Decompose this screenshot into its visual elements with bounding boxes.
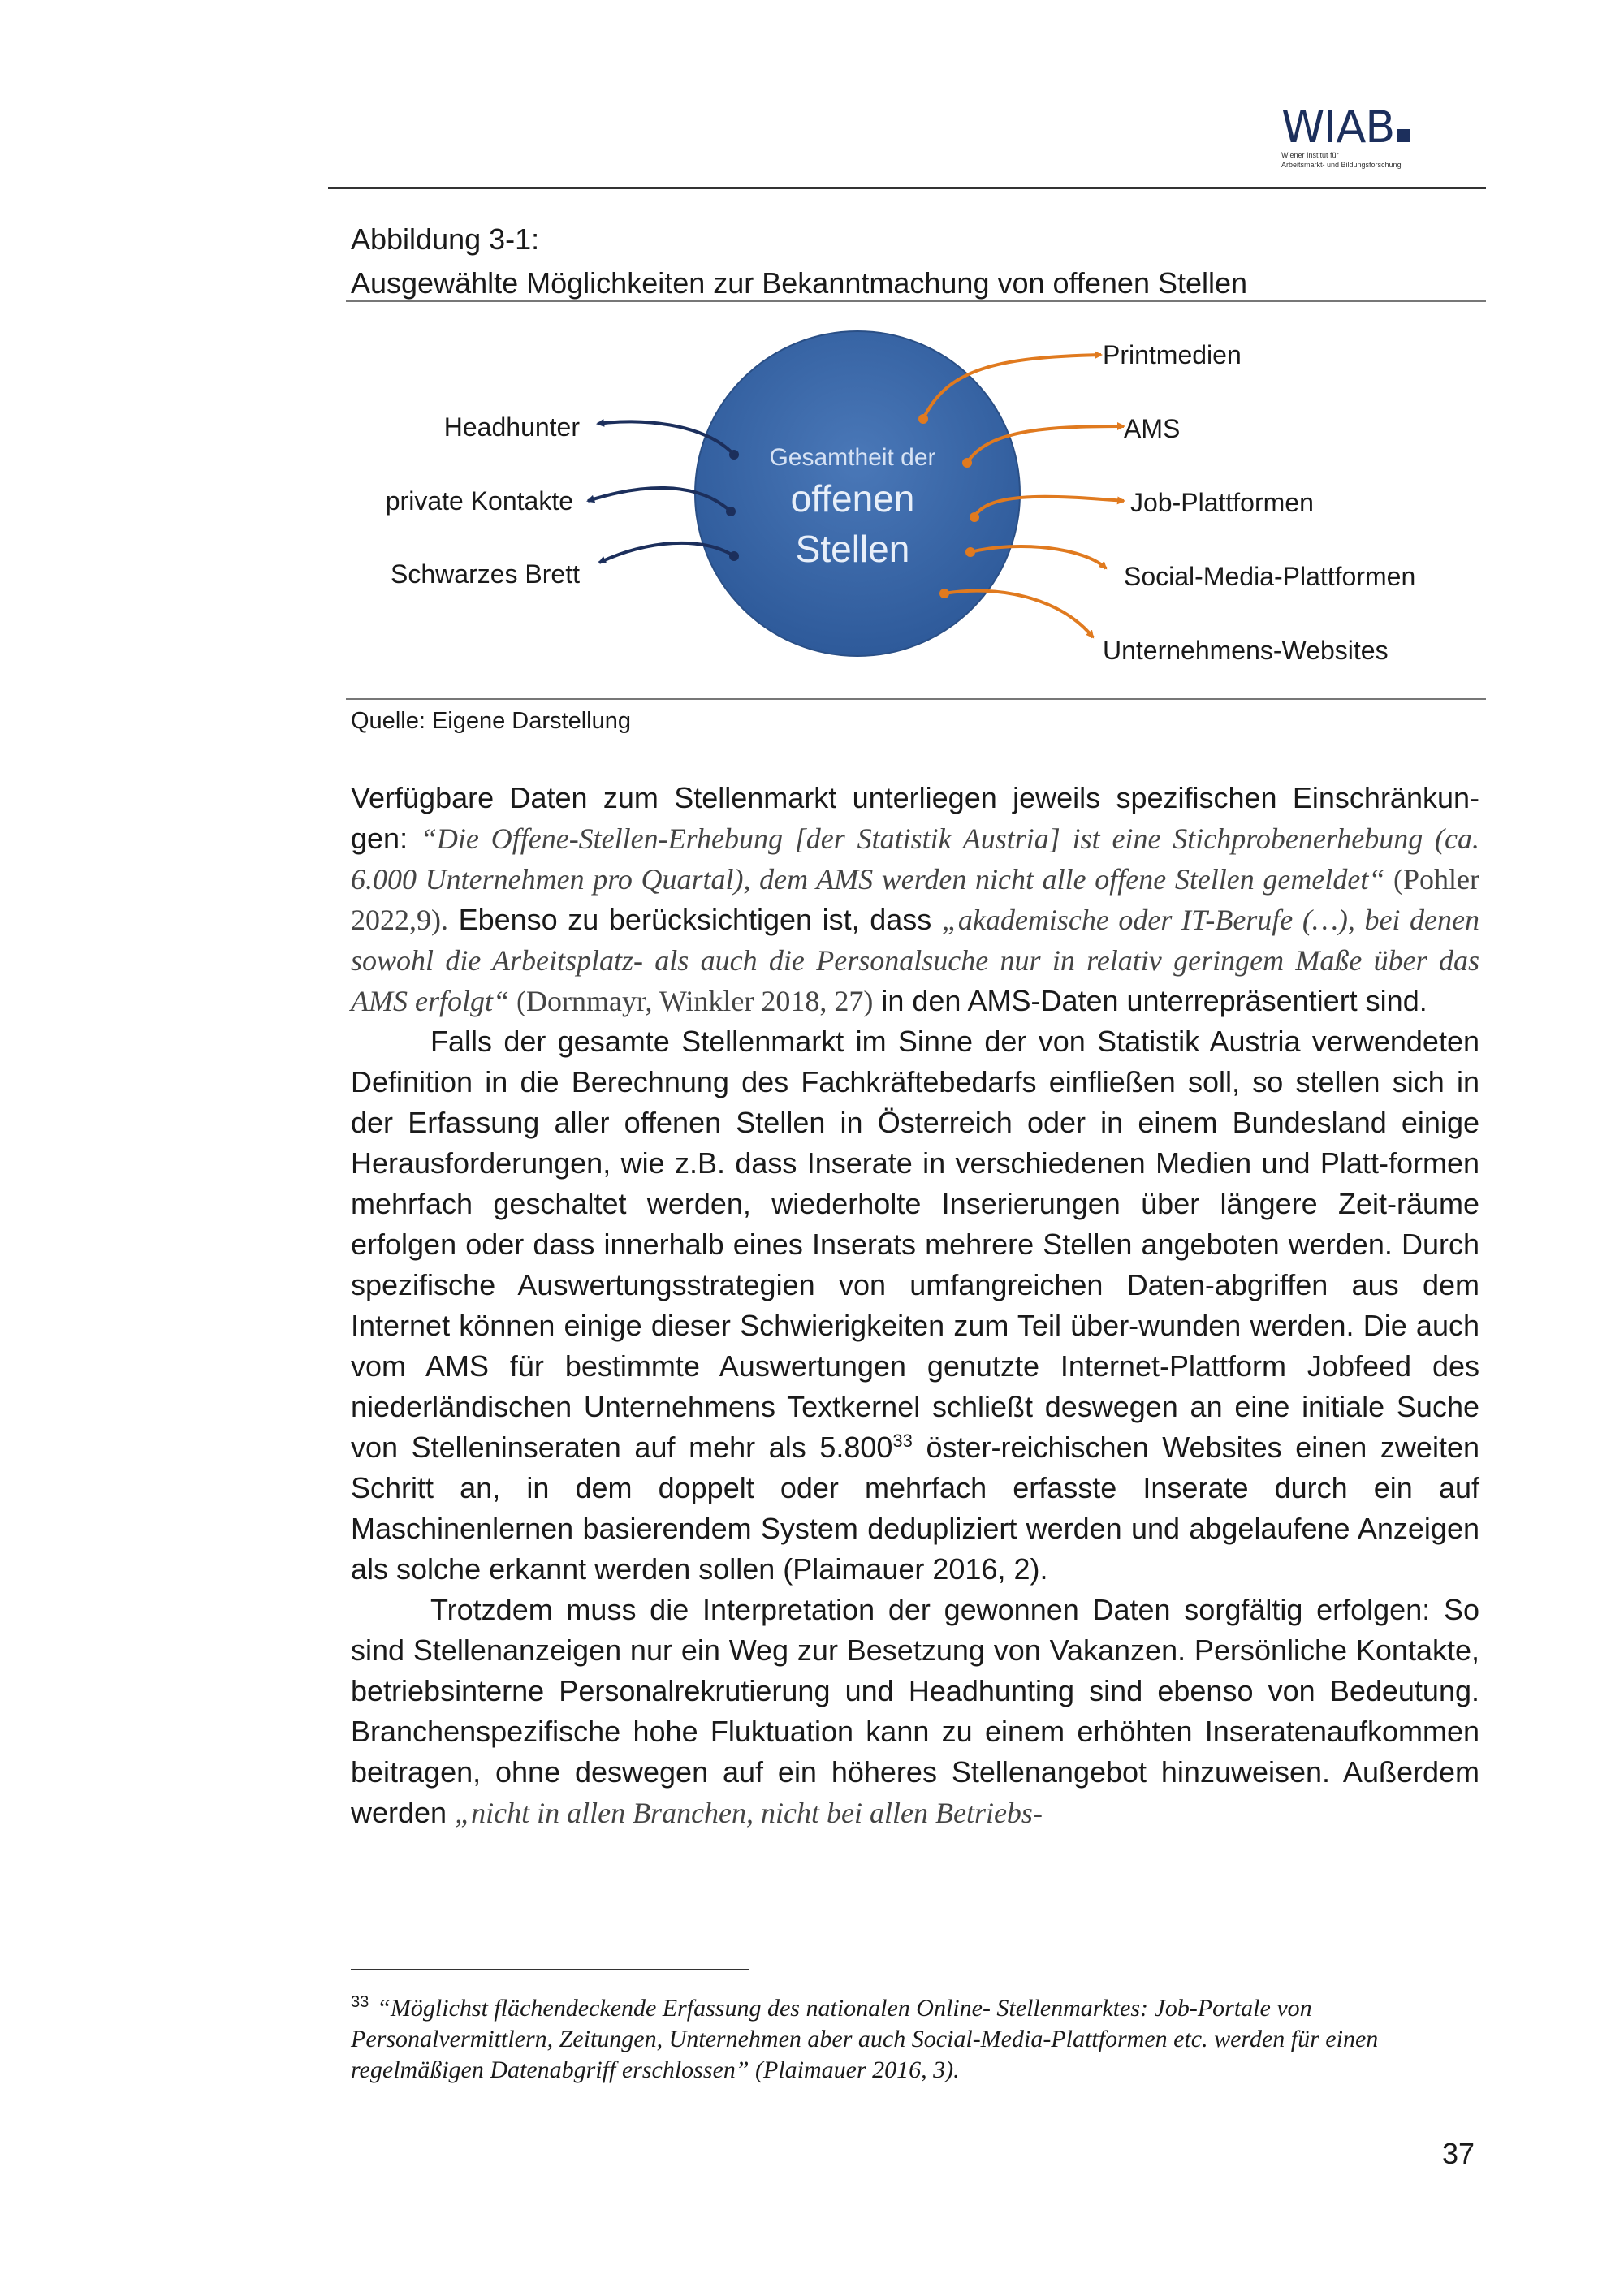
figure-source: Quelle: Eigene Darstellung [351,708,631,734]
figure-caption: Ausgewählte Möglichkeiten zur Bekanntmachung von offenen Stellen [351,266,1248,300]
footnote-ref-33[interactable]: 33 [892,1431,913,1451]
logo-subtitle-line1: Wiener Institut für [1281,151,1339,159]
label-unternehmens-websites: Unternehmens-Websites [1103,636,1389,665]
paragraph-3 [351,1590,1479,1833]
p1-text-a: Verfügbare Daten zum Stellenmarkt unterliegen jeweils spezifischen Einschränkun-gen: [351,781,1479,855]
footnote-number: 33 [351,1993,369,2011]
label-headhunter: Headhunter [443,412,580,442]
figure-title [351,218,1488,305]
footnote-33 [351,1993,1479,2086]
figure-label: Abbildung 3-1: [351,222,540,256]
arrow-dot-headhunter [729,450,739,460]
figure-top-rule [346,300,1486,302]
p1-quote-pohler: “Die Offene-Stellen-Erhebung [der Statistik Austria] ist eine Stichprobenerhebung (ca. 6.000 Unternehmen pro Quartal), dem AMS werden nicht alle offene Stellen gemeldet“ [351,822,1479,896]
label-printmedien: Printmedien [1103,340,1242,369]
page-number: 37 [1442,2137,1475,2170]
paragraph-1 [351,778,1479,1021]
center-label-line3: Stellen [795,528,910,570]
p2-text-b: öster-reichischen Websites einen zweiten Schritt an, in dem doppelt oder mehrfach erfasste Inserate durch ein auf Maschinenlernen basierendem System dedupliziert werden und abgelaufene Anzeigen als solche erkannt werden sollen (Plaimauer 2016, 2). [351,1431,1479,1586]
header-rule [328,187,1486,189]
p3-text-a: Trotzdem muss die Interpretation der gewonnen Daten sorgfältig erfolgen: So sind Stellenanzeigen nur ein Weg zur Besetzung von Vakanzen. Persönliche Kontakte, betriebsinterne Personalrekrutierung und Headhunting sind ebenso von Bedeutung. Branchenspezifische hohe Fluktuation kann zu einem erhöhten Inseratenaufkommen beitragen, ohne deswegen auf ein höheres Stellenangebot hinzuweisen. Außerdem werden [351,1593,1479,1829]
publication-channels-diagram [346,304,1486,694]
p3-quote: „nicht in allen Branchen, nicht bei allen Betriebs- [455,1797,1043,1829]
p1-text-c: in den AMS-Daten unterrepräsentiert sind. [873,984,1427,1017]
label-private-kontakte: private Kontakte [385,486,573,516]
body-text [351,778,1479,1833]
center-label-line2: offenen [790,477,915,520]
center-label-line1: Gesamtheit der [769,444,936,471]
footnote-rule [351,1969,749,1970]
label-job-plattformen: Job-Plattformen [1130,488,1314,517]
label-schwarzes-brett: Schwarzes Brett [391,559,580,589]
arrow-dot-ams [962,458,972,468]
arrow-dot-schwarzes-brett [729,551,739,561]
logo-text: WIAB [1281,101,1395,153]
arrow-dot-job-plattformen [970,512,979,522]
wiab-logo [1281,101,1427,179]
p1-cite-pohler: (Pohler 2022,9). [351,863,1479,936]
arrow-dot-unternehmens-websites [939,589,949,598]
arrow-dot-printmedien [918,414,928,424]
logo-subtitle-line2: Arbeitsmarkt- und Bildungsforschung [1281,161,1402,169]
paragraph-2 [351,1021,1479,1590]
label-social-media-plattformen: Social-Media-Plattformen [1124,562,1416,591]
label-ams: AMS [1124,414,1181,443]
p1-quote-dornmayr: „akademische oder IT-Berufe (…), bei denen sowohl die Arbeitsplatz- als auch die Personalsuche nur in relativ geringem Maße über das AMS erfolgt“ [351,904,1479,1017]
arrow-dot-social-media [965,547,975,557]
p1-cite-dornmayr: (Dornmayr, Winkler 2018, 27) [509,985,874,1017]
p1-text-b: Ebenso zu berücksichtigen ist, dass [448,903,942,936]
arrow-dot-private-kontakte [726,507,736,516]
logo-square [1397,129,1410,142]
footnote-text: “Möglichst flächendeckende Erfassung des nationalen Online- Stellenmarktes: Job-Portale von Personalvermittlern, Zeitungen, Unternehmen aber auch Social-Media-Plattformen etc. werden für einen regelmäßigen Datenabgriff erschlossen” (Plaimauer 2016, 3). [351,1995,1379,2083]
figure-bottom-rule [346,698,1486,700]
p2-text-a: Falls der gesamte Stellenmarkt im Sinne der von Statistik Austria verwendeten Definition in die Berechnung des Fachkräftebedarfs einfließen soll, so stellen sich in der Erfassung aller offenen Stellen in Österreich oder in einem Bundesland einige Herausforderungen, wie z.B. dass Inserate in verschiedenen Medien und Platt-formen mehrfach geschaltet werden, wiederholte Inserierungen über längere Zeit-räume erfolgen oder dass innerhalb eines Inserats mehrere Stellen angeboten werden. Durch spezifische Auswertungsstrategien von umfangreichen Daten-abgriffen aus dem Internet können einige dieser Schwierigkeiten zum Teil über-wunden werden. Die auch vom AMS für bestimmte Auswertungen genutzte Internet-Plattform Jobfeed des niederländischen Unternehmens Textkernel schließt deswegen an eine initiale Suche von Stelleninseraten auf mehr als 5.800 [351,1025,1479,1464]
